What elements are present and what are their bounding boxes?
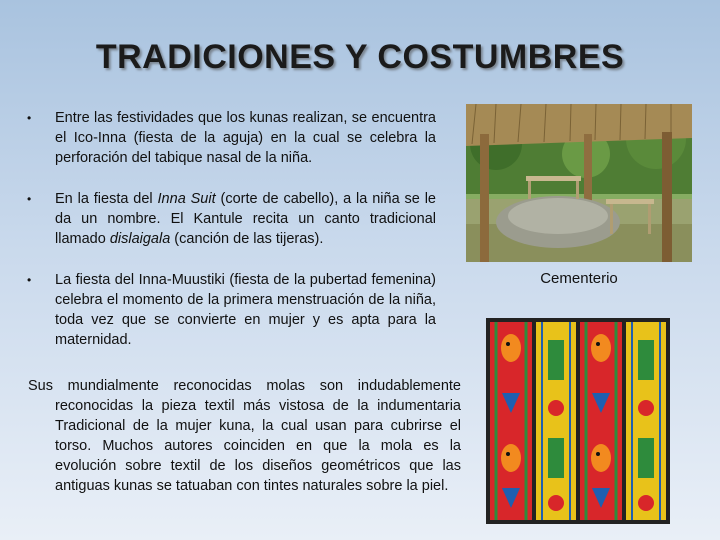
bullet-text-italic: dislaigala	[109, 231, 171, 247]
bullet-text: La fiesta del Inna-Muustiki (fiesta de la pubertad femenina) celebra el momento de la primera menstruación de la niña, toda vez que se convierte en mujer y es apta para la maternidad.	[55, 272, 436, 348]
bullet-mark: •	[27, 192, 32, 206]
bullet-mark: •	[27, 273, 32, 287]
bullet-list	[24, 108, 436, 371]
bullet-text-italic: Inna Suit	[157, 191, 216, 207]
bullet-text: (canción de las tijeras).	[170, 231, 324, 247]
bullet-text: (corte de cabello), a la niña se le da un nombre. El Kantule recita un canto tradicional llamado	[55, 191, 436, 247]
mola-paragraph: Sus mundialmente reconocidas molas son indudablemente reconocidas la pieza textil más vistosa de la indumentaria Tradicional de la mujer kuna, la cual usan para cubrirse el torso. Muchos autores coinciden en que la mola es la evolución sobre textil de los diseños geométricos que las antiguas kunas se tatuaban con tintes naturales sobre la piel.	[28, 378, 461, 494]
bullet-item	[24, 189, 436, 249]
bullet-item	[24, 108, 436, 168]
cemetery-photo	[466, 104, 692, 262]
bullet-text: Entre las festividades que los kunas realizan, se encuentra el Ico-Inna (fiesta de la aguja) en la cual se celebra la perforación del tabique nasal de la niña.	[55, 110, 436, 166]
bullet-item	[24, 270, 436, 350]
bullet-mark: •	[27, 111, 32, 125]
bullet-text: En la fiesta del	[55, 191, 158, 207]
slide-title: TRADICIONES Y COSTUMBRES	[95, 38, 625, 76]
mola-textile-image	[486, 318, 670, 524]
photo-caption: Cementerio	[540, 270, 618, 287]
